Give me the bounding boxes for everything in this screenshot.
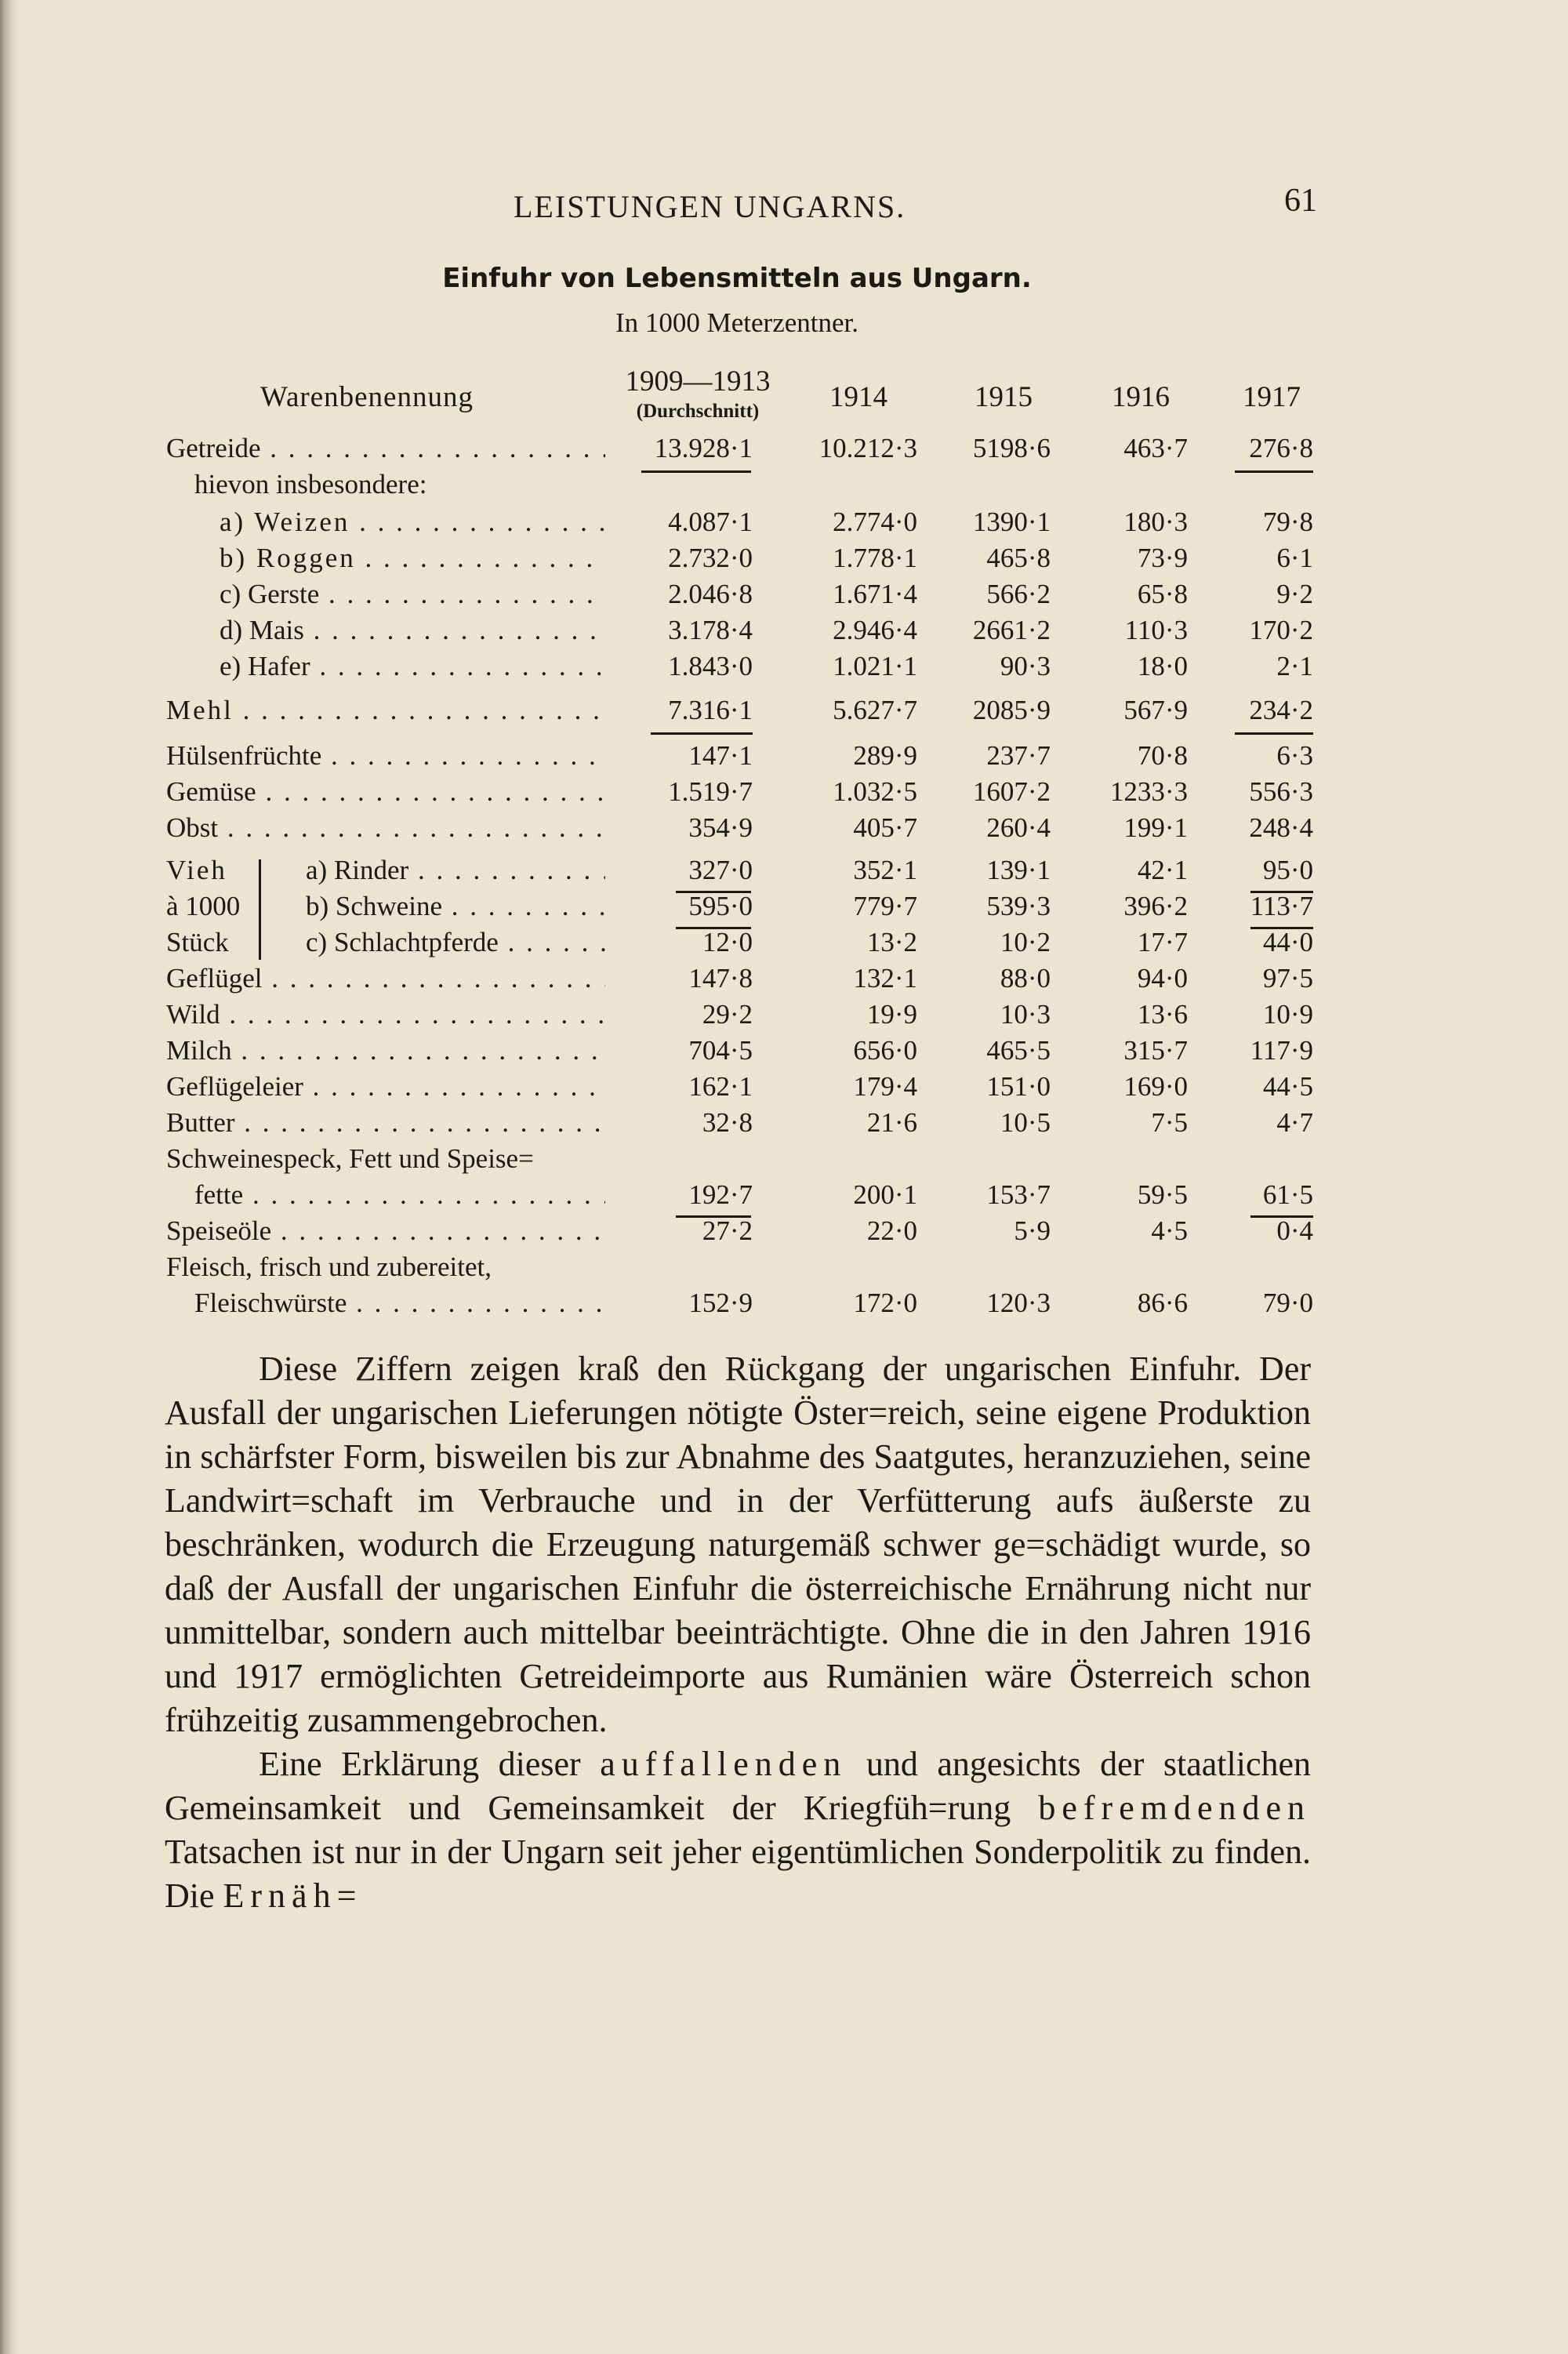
cell: 199·1: [1123, 812, 1188, 843]
column-header-year: 1915: [975, 381, 1033, 413]
cell: 32·8: [702, 1107, 753, 1138]
row-label: d) Mais . . .: [220, 615, 605, 646]
underline: [1235, 732, 1313, 735]
cell: 120·3: [986, 1288, 1051, 1318]
cell: 18·0: [1137, 651, 1188, 681]
emphasis: auffallenden: [600, 1745, 848, 1783]
table-row: [0, 1215, 1568, 1251]
cell: 1.519·7: [668, 776, 753, 807]
cell: 1607·2: [972, 776, 1051, 807]
cell: 2.732·0: [668, 543, 753, 573]
cell: 10·5: [1000, 1107, 1051, 1138]
column-header-year: 1917: [1243, 381, 1301, 413]
cell: 21·6: [866, 1107, 917, 1138]
cell: 6·1: [1276, 543, 1313, 573]
table-header: [0, 365, 1568, 427]
page-header: [157, 182, 1317, 237]
paragraph: Diese Ziffern zeigen kraß den Rückgang der ungarischen Einfuhr. Der Ausfall der ungarischen Lieferungen nötigte Öster=reich, seine eigene Produktion in schärfster Form, bisweilen bis zur Abnahme des Saatgutes, heranzuziehen, seine Landwirt=schaft im Verbrauche und in der Verfütterung aufs äußerste zu beschränken, wodurch die Erzeugung naturgemäß schwer ge=schädigt wurde, so daß der Ausfall der ungarischen Einfuhr die österreichische Ernährung nicht nur unmittelbar, sondern auch mittelbar beeinträchtigte. Ohne die in den Jahren 1916 und 1917 ermöglichten Getreideimporte aus Rumänien wäre Österreich schon frühzeitig zusammengebrochen.: [165, 1350, 1311, 1739]
cell: 12·0: [702, 927, 753, 957]
cell: 170·2: [1249, 615, 1313, 645]
column-header-year: 1914: [829, 381, 887, 413]
cell: 10.212·3: [818, 433, 917, 463]
cell: 260·4: [986, 812, 1051, 843]
table-row: [0, 615, 1568, 651]
cell: 276·8: [1249, 433, 1313, 463]
cell: 29·2: [702, 999, 753, 1030]
row-label: Speiseöle . . .: [166, 1215, 605, 1247]
body-text: [165, 1347, 1311, 1918]
cell: 73·9: [1137, 543, 1188, 573]
column-header-base-year: 1909—1913: [625, 365, 771, 398]
table-row: [0, 1179, 1568, 1215]
cell: 556·3: [1249, 776, 1313, 807]
cell: 354·9: [688, 812, 753, 843]
cell: 315·7: [1123, 1035, 1188, 1066]
cell: 79·8: [1262, 507, 1313, 537]
column-header-base-sub: (Durchschnitt): [636, 401, 760, 422]
row-label: Fleisch, frisch und zubereitet,: [166, 1251, 492, 1282]
cell: 147·8: [688, 963, 753, 994]
cell: 656·0: [853, 1035, 917, 1066]
table-row: [0, 433, 1568, 469]
paragraph-text: Eine Erklärung dieser: [259, 1745, 581, 1783]
cell: 13.928·1: [654, 433, 753, 463]
cell: 147·1: [688, 740, 753, 771]
cell: 153·7: [986, 1179, 1051, 1210]
row-label: c) Schlachtpferde . . .: [306, 927, 605, 958]
cell: 4·5: [1151, 1215, 1188, 1246]
row-label: Getreide . . .: [166, 433, 605, 464]
cell: 139·1: [986, 855, 1051, 885]
row-label-text: a) Weizen: [220, 507, 350, 537]
cell: 1.021·1: [833, 651, 917, 681]
row-label: Hülsenfrüchte . . .: [166, 740, 605, 772]
cell: 17·7: [1137, 927, 1188, 957]
cell: 172·0: [853, 1288, 917, 1318]
cell: 0·4: [1276, 1215, 1313, 1246]
table-row: [0, 999, 1568, 1035]
cell: 405·7: [853, 812, 917, 843]
cell: 5·9: [1014, 1215, 1051, 1246]
cell: 13·6: [1137, 999, 1188, 1030]
page-number: 61: [1284, 183, 1317, 219]
running-head: LEISTUNGEN UNGARNS.: [514, 189, 906, 224]
cell: 10·2: [1000, 927, 1051, 957]
cell: 117·9: [1250, 1035, 1313, 1066]
cell: 566·2: [986, 579, 1051, 609]
cell: 44·5: [1262, 1071, 1313, 1102]
cell: 1.778·1: [833, 543, 917, 573]
cell: 4.087·1: [668, 507, 753, 537]
cell: 465·5: [986, 1035, 1051, 1066]
table-row: [0, 1035, 1568, 1071]
cell: 6·3: [1276, 740, 1313, 771]
cell: 327·0: [688, 855, 753, 885]
row-label: a) Rinder . . .: [306, 855, 605, 886]
cell: 595·0: [688, 891, 753, 921]
cell: 113·7: [1250, 891, 1313, 921]
table-row: [0, 1251, 1568, 1288]
vieh-label: Vieh: [166, 855, 227, 885]
row-label: Butter . . .: [166, 1107, 605, 1139]
cell: 7·5: [1151, 1107, 1188, 1138]
table-row: [0, 651, 1568, 687]
cell: 22·0: [866, 1215, 917, 1246]
emphasis: befremdenden: [1038, 1789, 1312, 1827]
cell: 151·0: [986, 1071, 1051, 1102]
cell: 3.178·4: [668, 615, 753, 645]
table-unit: In 1000 Meterzentner.: [615, 307, 859, 338]
cell: 180·3: [1123, 507, 1188, 537]
cell: 27·2: [702, 1215, 753, 1246]
cell: 704·5: [688, 1035, 753, 1066]
underline: [651, 732, 753, 735]
cell: 4·7: [1276, 1107, 1313, 1138]
cell: 1.671·4: [833, 579, 917, 609]
cell: 248·4: [1249, 812, 1313, 843]
cell: 9·2: [1276, 579, 1313, 609]
vieh-label: Stück: [166, 927, 229, 957]
table-title: Einfuhr von Lebensmitteln aus Ungarn.: [442, 263, 1032, 294]
cell: 10·9: [1262, 999, 1313, 1030]
vieh-label: à 1000: [166, 891, 241, 921]
cell: 396·2: [1123, 891, 1188, 921]
cell: 200·1: [853, 1179, 917, 1210]
cell: 44·0: [1262, 927, 1313, 957]
paragraph-text: Tatsachen ist nur in der Ungarn seit jeher eigentümlichen Sonderpolitik zu finden. Die: [165, 1833, 1311, 1915]
cell: 7.316·1: [668, 695, 753, 725]
cell: 179·4: [853, 1071, 917, 1102]
row-label: hievon insbesondere:: [194, 469, 427, 499]
cell: 2.774·0: [833, 507, 917, 537]
cell: 2.946·4: [833, 615, 917, 645]
table-row: [0, 1107, 1568, 1143]
row-label: Geflügeleier . . .: [166, 1071, 605, 1103]
cell: 162·1: [688, 1071, 753, 1102]
row-label: [220, 507, 605, 538]
cell: 70·8: [1137, 740, 1188, 771]
cell: 86·6: [1137, 1288, 1188, 1318]
column-header-year: 1916: [1112, 381, 1170, 413]
table-row: [0, 507, 1568, 543]
cell: 1.032·5: [833, 776, 917, 807]
brace: [259, 859, 261, 960]
table-row: [0, 695, 1568, 731]
cell: 5198·6: [972, 433, 1051, 463]
cell: 94·0: [1137, 963, 1188, 994]
cell: 95·0: [1262, 855, 1313, 885]
paragraph-text: und angesichts der staatlichen Gemeinsamkeit und Gemeinsamkeit der Kriegfüh=rung: [165, 1745, 1312, 1827]
cell: 152·9: [688, 1288, 753, 1318]
cell: 352·1: [853, 855, 917, 885]
table-row: [0, 1071, 1568, 1107]
row-label: Obst . . .: [166, 812, 605, 844]
table-row: [0, 1288, 1568, 1324]
table-row: [0, 740, 1568, 776]
cell: 88·0: [1000, 963, 1051, 994]
row-label-text: Mehl: [166, 695, 234, 725]
row-label: c) Gerste . . .: [220, 579, 605, 610]
table-row: [0, 543, 1568, 579]
cell: 1.843·0: [668, 651, 753, 681]
cell: 234·2: [1249, 695, 1313, 725]
cell: 13·2: [866, 927, 917, 957]
cell: 97·5: [1262, 963, 1313, 994]
cell: 61·5: [1262, 1179, 1313, 1210]
row-label-text: b) Roggen: [220, 543, 356, 573]
row-label: Geflügel . . .: [166, 963, 605, 994]
vieh-group-label: [166, 855, 323, 972]
cell: 2085·9: [972, 695, 1051, 725]
row-label: e) Hafer . . .: [220, 651, 605, 682]
cell: 10·3: [1000, 999, 1051, 1030]
cell: 42·1: [1137, 855, 1188, 885]
cell: 567·9: [1123, 695, 1188, 725]
cell: 132·1: [853, 963, 917, 994]
cell: 2·1: [1276, 651, 1313, 681]
cell: 19·9: [866, 999, 917, 1030]
cell: 2661·2: [972, 615, 1051, 645]
row-label: Milch . . .: [166, 1035, 605, 1066]
cell: 779·7: [853, 891, 917, 921]
row-label: Schweinespeck, Fett und Speise=: [166, 1143, 534, 1174]
row-label: Fleischwürste . . .: [194, 1288, 605, 1319]
cell: 237·7: [986, 740, 1051, 771]
cell: 463·7: [1123, 433, 1188, 463]
row-label: [220, 543, 605, 574]
row-label: [166, 695, 605, 726]
table-row: [0, 1143, 1568, 1179]
row-label: Gemüse . . .: [166, 776, 605, 808]
cell: 110·3: [1124, 615, 1188, 645]
cell: 79·0: [1262, 1288, 1313, 1318]
paragraph: [165, 1742, 1311, 1918]
table-row: [0, 579, 1568, 615]
row-label: Wild . . .: [166, 999, 605, 1030]
cell: 2.046·8: [668, 579, 753, 609]
table-row: [0, 776, 1568, 812]
cell: 1390·1: [972, 507, 1051, 537]
cell: 192·7: [688, 1179, 753, 1210]
row-label: b) Schweine . . .: [306, 891, 605, 922]
cell: 59·5: [1137, 1179, 1188, 1210]
emphasis: Ernäh=: [223, 1876, 363, 1915]
cell: 1233·3: [1109, 776, 1188, 807]
table-row: [0, 812, 1568, 848]
cell: 169·0: [1123, 1071, 1188, 1102]
cell: 5.627·7: [833, 695, 917, 725]
column-header-name: Warenbenennung: [260, 381, 474, 413]
cell: 539·3: [986, 891, 1051, 921]
row-label: fette . . .: [194, 1179, 605, 1211]
cell: 90·3: [1000, 651, 1051, 681]
cell: 65·8: [1137, 579, 1188, 609]
table-row: [0, 469, 1568, 505]
cell: 289·9: [853, 740, 917, 771]
cell: 465·8: [986, 543, 1051, 573]
